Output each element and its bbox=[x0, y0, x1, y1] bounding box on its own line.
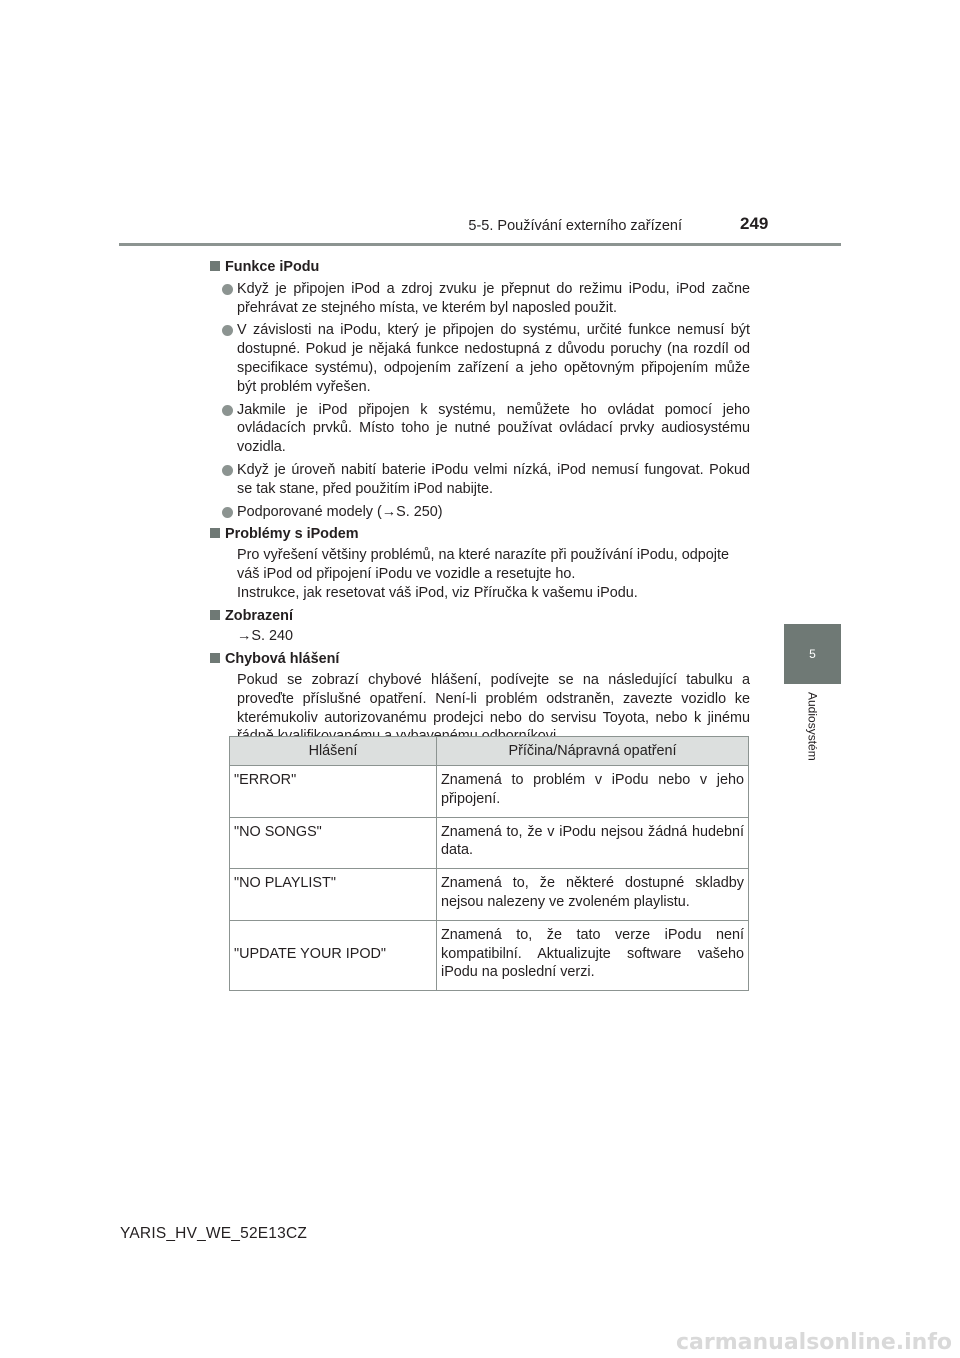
round-bullet-icon bbox=[222, 325, 233, 336]
chapter-title: Audiosystém bbox=[805, 692, 820, 761]
heading-chybova bbox=[210, 650, 750, 669]
table-cell-message: "NO PLAYLIST" bbox=[230, 869, 437, 921]
page-number: 249 bbox=[740, 214, 769, 233]
document-code: YARIS_HV_WE_52E13CZ bbox=[120, 1225, 308, 1242]
watermark: carmanualsonline.info bbox=[676, 1330, 952, 1355]
table-cell-message: "UPDATE YOUR IPOD" bbox=[230, 920, 437, 990]
square-bullet-icon bbox=[210, 261, 220, 271]
zobrazeni-reference: →S. 240 bbox=[237, 628, 293, 645]
square-bullet-icon bbox=[210, 653, 220, 663]
chapter-number: 5 bbox=[809, 647, 816, 661]
table-cell-cause: Znamená to, že některé dostupné skladby nejsou nalezeny ve zvoleném playlistu. bbox=[437, 869, 749, 921]
heading-problemy bbox=[210, 525, 750, 544]
heading-zobrazeni bbox=[210, 607, 750, 626]
header-divider bbox=[119, 243, 841, 246]
chapter-tab bbox=[784, 624, 841, 684]
main-content bbox=[210, 254, 750, 750]
error-message-table bbox=[229, 736, 749, 991]
table-cell-message: "ERROR" bbox=[230, 766, 437, 818]
table-row bbox=[230, 920, 749, 990]
table-row bbox=[230, 869, 749, 921]
list-item bbox=[210, 321, 750, 396]
list-item-text: Když je připojen iPod a zdroj zvuku je přepnut do režimu iPodu, iPod začne přehrávat ze stejného místa, ve kterém byl naposled použit. bbox=[237, 280, 750, 316]
problemy-paragraph bbox=[210, 546, 750, 602]
heading-problemy-text: Problémy s iPodem bbox=[225, 526, 359, 543]
list-item bbox=[210, 280, 750, 318]
list-item bbox=[210, 401, 750, 457]
list-item bbox=[210, 503, 750, 522]
square-bullet-icon bbox=[210, 610, 220, 620]
table-cell-cause: Znamená to, že tato verze iPodu není kompatibilní. Aktualizujte software vašeho iPodu na poslední verzi. bbox=[437, 920, 749, 990]
problemy-text-1: Pro vyřešení většiny problémů, na které narazíte při používání iPodu, odpojte váš iPod od připojení iPodu ve vozidle a resetujte ho. bbox=[237, 547, 729, 582]
heading-zobrazeni-text: Zobrazení bbox=[225, 607, 293, 624]
table-row bbox=[230, 766, 749, 818]
round-bullet-icon bbox=[222, 465, 233, 476]
table-header-row bbox=[230, 737, 749, 766]
round-bullet-icon bbox=[222, 507, 233, 518]
heading-funkce-text: Funkce iPodu bbox=[225, 259, 320, 275]
heading-chybova-text: Chybová hlášení bbox=[225, 651, 340, 668]
list-item-text: Když je úroveň nabití baterie iPodu velmi nízká, iPod nemusí fungovat. Pokud se tak stane, před použitím iPod nabijte. bbox=[237, 461, 750, 497]
table-cell-cause: Znamená to problém v iPodu nebo v jeho připojení. bbox=[437, 766, 749, 818]
heading-funkce bbox=[210, 258, 750, 277]
table-header-cell: Hlášení bbox=[230, 737, 437, 766]
running-header-section: 5-5. Používání externího zařízení bbox=[468, 218, 682, 234]
table-cell-message: "NO SONGS" bbox=[230, 817, 437, 869]
list-item-text: V závislosti na iPodu, který je připojen do systému, určité funkce nemusí být dostupné. Pokud je nějaká funkce nedostupná z důvodu poruchy (na rozdíl od specifikace systému), odpojením zařízení a jeho opětovným připojením může být problém vyřešen. bbox=[237, 322, 750, 395]
problemy-text-2: Instrukce, jak resetovat váš iPod, viz Příručka k vašemu iPodu. bbox=[237, 584, 638, 601]
list-item-text: Podporované modely (→S. 250) bbox=[237, 503, 443, 520]
chybova-paragraph: Pokud se zobrazí chybové hlášení, podívejte se na následující tabulku a proveďte příslušné opatření. Není-li problém odstraněn, zavezte vozidlo ke kterémukoliv autorizovanému prodejci nebo do servisu Toyota, nebo k jinému bbox=[237, 671, 750, 726]
list-item bbox=[210, 461, 750, 499]
table-header-cell: Příčina/Nápravná opatření bbox=[437, 737, 749, 766]
round-bullet-icon bbox=[222, 284, 233, 295]
table-row bbox=[230, 817, 749, 869]
list-item-text: Jakmile je iPod připojen k systému, nemůžete ho ovládat pomocí jeho ovládacích prvků. Místo toho je nutné používat ovládací prvky audiosystému vozidla. bbox=[237, 401, 750, 456]
square-bullet-icon bbox=[210, 528, 220, 538]
table-cell-cause: Znamená to, že v iPodu nejsou žádná hudební data. bbox=[437, 817, 749, 869]
round-bullet-icon bbox=[222, 405, 233, 416]
